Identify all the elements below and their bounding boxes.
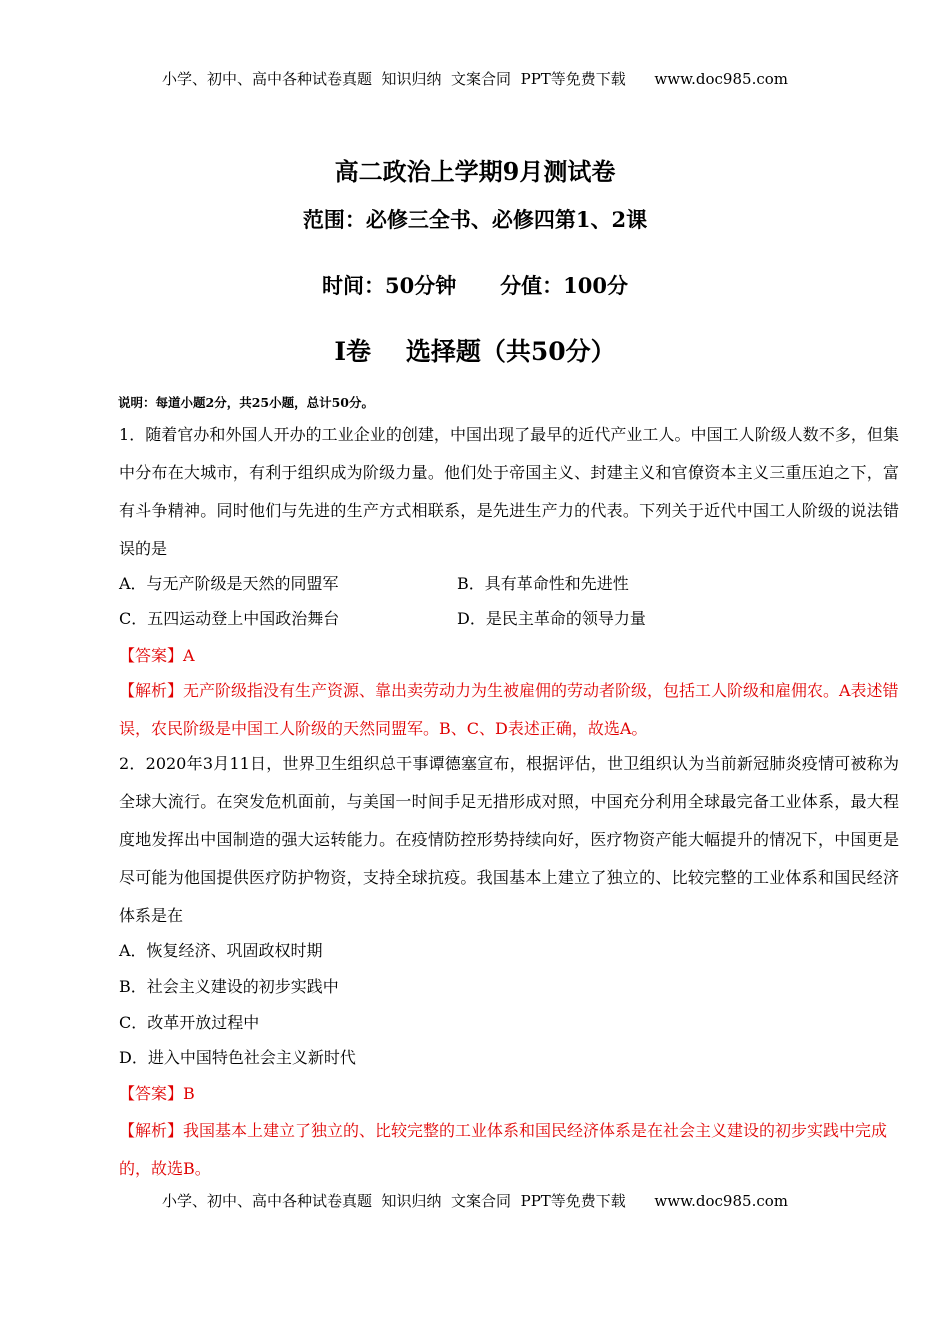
question-1-option-a: A．与无产阶级是天然的同盟军 <box>119 574 339 593</box>
page-footer: 小学、初中、高中各种试卷真题 知识归纳 文案合同 PPT等免费下载 www.doc985.com <box>161 1192 788 1210</box>
question-2-option-b: B．社会主义建设的初步实践中 <box>119 977 339 996</box>
question-1-explanation: 【解析】无产阶级指没有生产资源、靠出卖劳动力为生被雇佣的劳动者阶级，包括工人阶级和雇佣农。A表述错误，农民阶级是中国工人阶级的天然同盟军。B、C、D表述正确，故选A。 <box>119 681 899 738</box>
exam-time-score: 时间：50分钟 分值：100分 <box>322 273 628 298</box>
question-1-option-c: C．五四运动登上中国政治舞台 <box>119 609 340 628</box>
question-1-options-row-1 <box>119 566 869 602</box>
section-note: 说明：每道小题2分，共25小题，总计50分。 <box>118 395 374 410</box>
page-header: 小学、初中、高中各种试卷真题 知识归纳 文案合同 PPT等免费下载 www.doc985.com <box>161 70 788 88</box>
question-2-option-a: A．恢复经济、巩固政权时期 <box>119 941 323 960</box>
question-2-option-c: C．改革开放过程中 <box>119 1013 260 1032</box>
exam-title: 高二政治上学期9月测试卷 <box>334 157 616 186</box>
exam-scope: 范围：必修三全书、必修四第1、2课 <box>302 207 648 232</box>
question-1-option-d: D．是民主革命的领导力量 <box>457 609 646 628</box>
section-heading: Ⅰ卷 选择题（共50分） <box>334 337 616 366</box>
question-1-answer: 【答案】A <box>119 646 195 665</box>
question-2-explanation: 【解析】我国基本上建立了独立的、比较完整的工业体系和国民经济体系是在社会主义建设的初步实践中完成的，故选B。 <box>119 1121 888 1178</box>
question-1-options-row-2 <box>119 601 869 637</box>
question-1-option-b: B．具有革命性和先进性 <box>457 574 629 593</box>
question-2-answer: 【答案】B <box>119 1084 195 1103</box>
question-2-option-d: D．进入中国特色社会主义新时代 <box>119 1048 356 1067</box>
question-1-stem: 1．随着官办和外国人开办的工业企业的创建，中国出现了最早的近代产业工人。中国工人阶级人数不多，但集中分布在大城市，有利于组织成为阶级力量。他们处于帝国主义、封建主义和官僚资本主义三重压迫之下，富有斗争精神。同时他们与先进的生产方式相联系，是先进生产力的代表。下列关于近代中国工人阶级的说法错误的是 <box>119 425 899 558</box>
question-2-stem: 2．2020年3月11日，世界卫生组织总干事谭德塞宣布，根据评估，世卫组织认为当前新冠肺炎疫情可被称为全球大流行。在突发危机面前，与美国一时间手足无措形成对照，中国充分利用全球最完备工业体系，最大程度地发挥出中国制造的强大运转能力。在疫情防控形势持续向好，医疗物资产能大幅提升的情况下，中国更是尽可能为他国提供医疗防护物资，支持全球抗疫。我国基本上建立了独立的、比较完整的工业体系和国民经济体系是在 <box>119 754 899 925</box>
